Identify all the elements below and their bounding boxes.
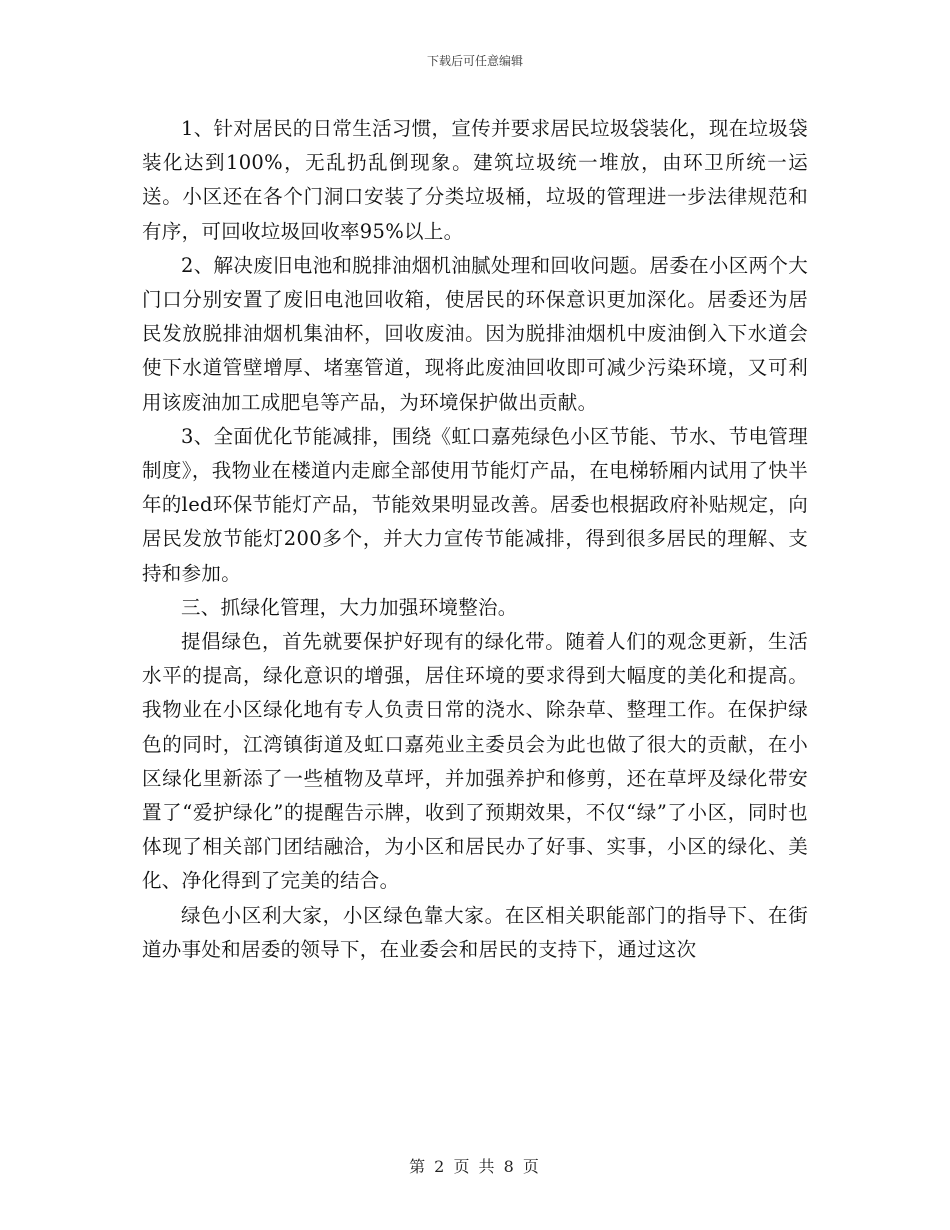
paragraph-battery-oil-recycling: 2、解决废旧电池和脱排油烟机油腻处理和回收问题。居委在小区两个大门口分别安置了废旧电池回收箱，使居民的环保意识更加深化。居委还为居民发放脱排油烟机集油杯，回收废油。因为脱排油烟机中废油倒入下水道会使下水道管壁增厚、堵塞管道，现将此废油回收即可减少污染环境，又可利用该废油加工成肥皂等产品，为环境保护做出贡献。 [142, 253, 808, 414]
section-heading-greening: 三、抓绿化管理，大力加强环境整治。 [181, 595, 518, 619]
paragraph-greening-protection: 提倡绿色，首先就要保护好现有的绿化带。随着人们的观念更新，生活水平的提高，绿化意识的增强，居住环境的要求得到大幅度的美化和提高。我物业在小区绿化地有专人负责日常的浇水、除杂草、整理工作。在保护绿色的同时，江湾镇街道及虹口嘉苑业主委员会为此也做了很大的贡献，在小区绿化里新添了一些植物及草坪，并加强养护和修剪，还在草坪及绿化带安置了“爱护绿化”的提醒告示牌，收到了预期效果，不仅“绿”了小区，同时也体现了相关部门团结融洽，为小区和居民办了好事、实事，小区的绿化、美化、净化得到了完美的结合。 [142, 630, 808, 893]
page-number-footer: 第 2 页 共 8 页 [409, 1157, 541, 1176]
paragraph-garbage-bagging: 1、针对居民的日常生活习惯，宣传并要求居民垃圾袋装化，现在垃圾袋装化达到100%，无乱扔乱倒现象。建筑垃圾统一堆放，由环卫所统一运送。小区还在各个门洞口安装了分类垃圾桶，垃圾的管理进一步法律规范和有序，可回收垃圾回收率95%以上。 [142, 117, 808, 243]
document-body [142, 112, 808, 967]
paragraph-green-community: 绿色小区利大家，小区绿色靠大家。在区相关职能部门的指导下、在街道办事处和居委的领导下，在业委会和居民的支持下，通过这次 [142, 903, 808, 961]
page-header: 下载后可任意编辑 [426, 54, 523, 68]
paragraph-energy-saving: 3、全面优化节能减排，围绕《虹口嘉苑绿色小区节能、节水、节电管理制度》，我物业在楼道内走廊全部使用节能灯产品，在电梯轿厢内试用了快半年的led环保节能灯产品，节能效果明显改善。居委也根据政府补贴规定，向居民发放节能灯200多个，并大力宣传节能减排，得到很多居民的理解、支持和参加。 [142, 424, 808, 585]
